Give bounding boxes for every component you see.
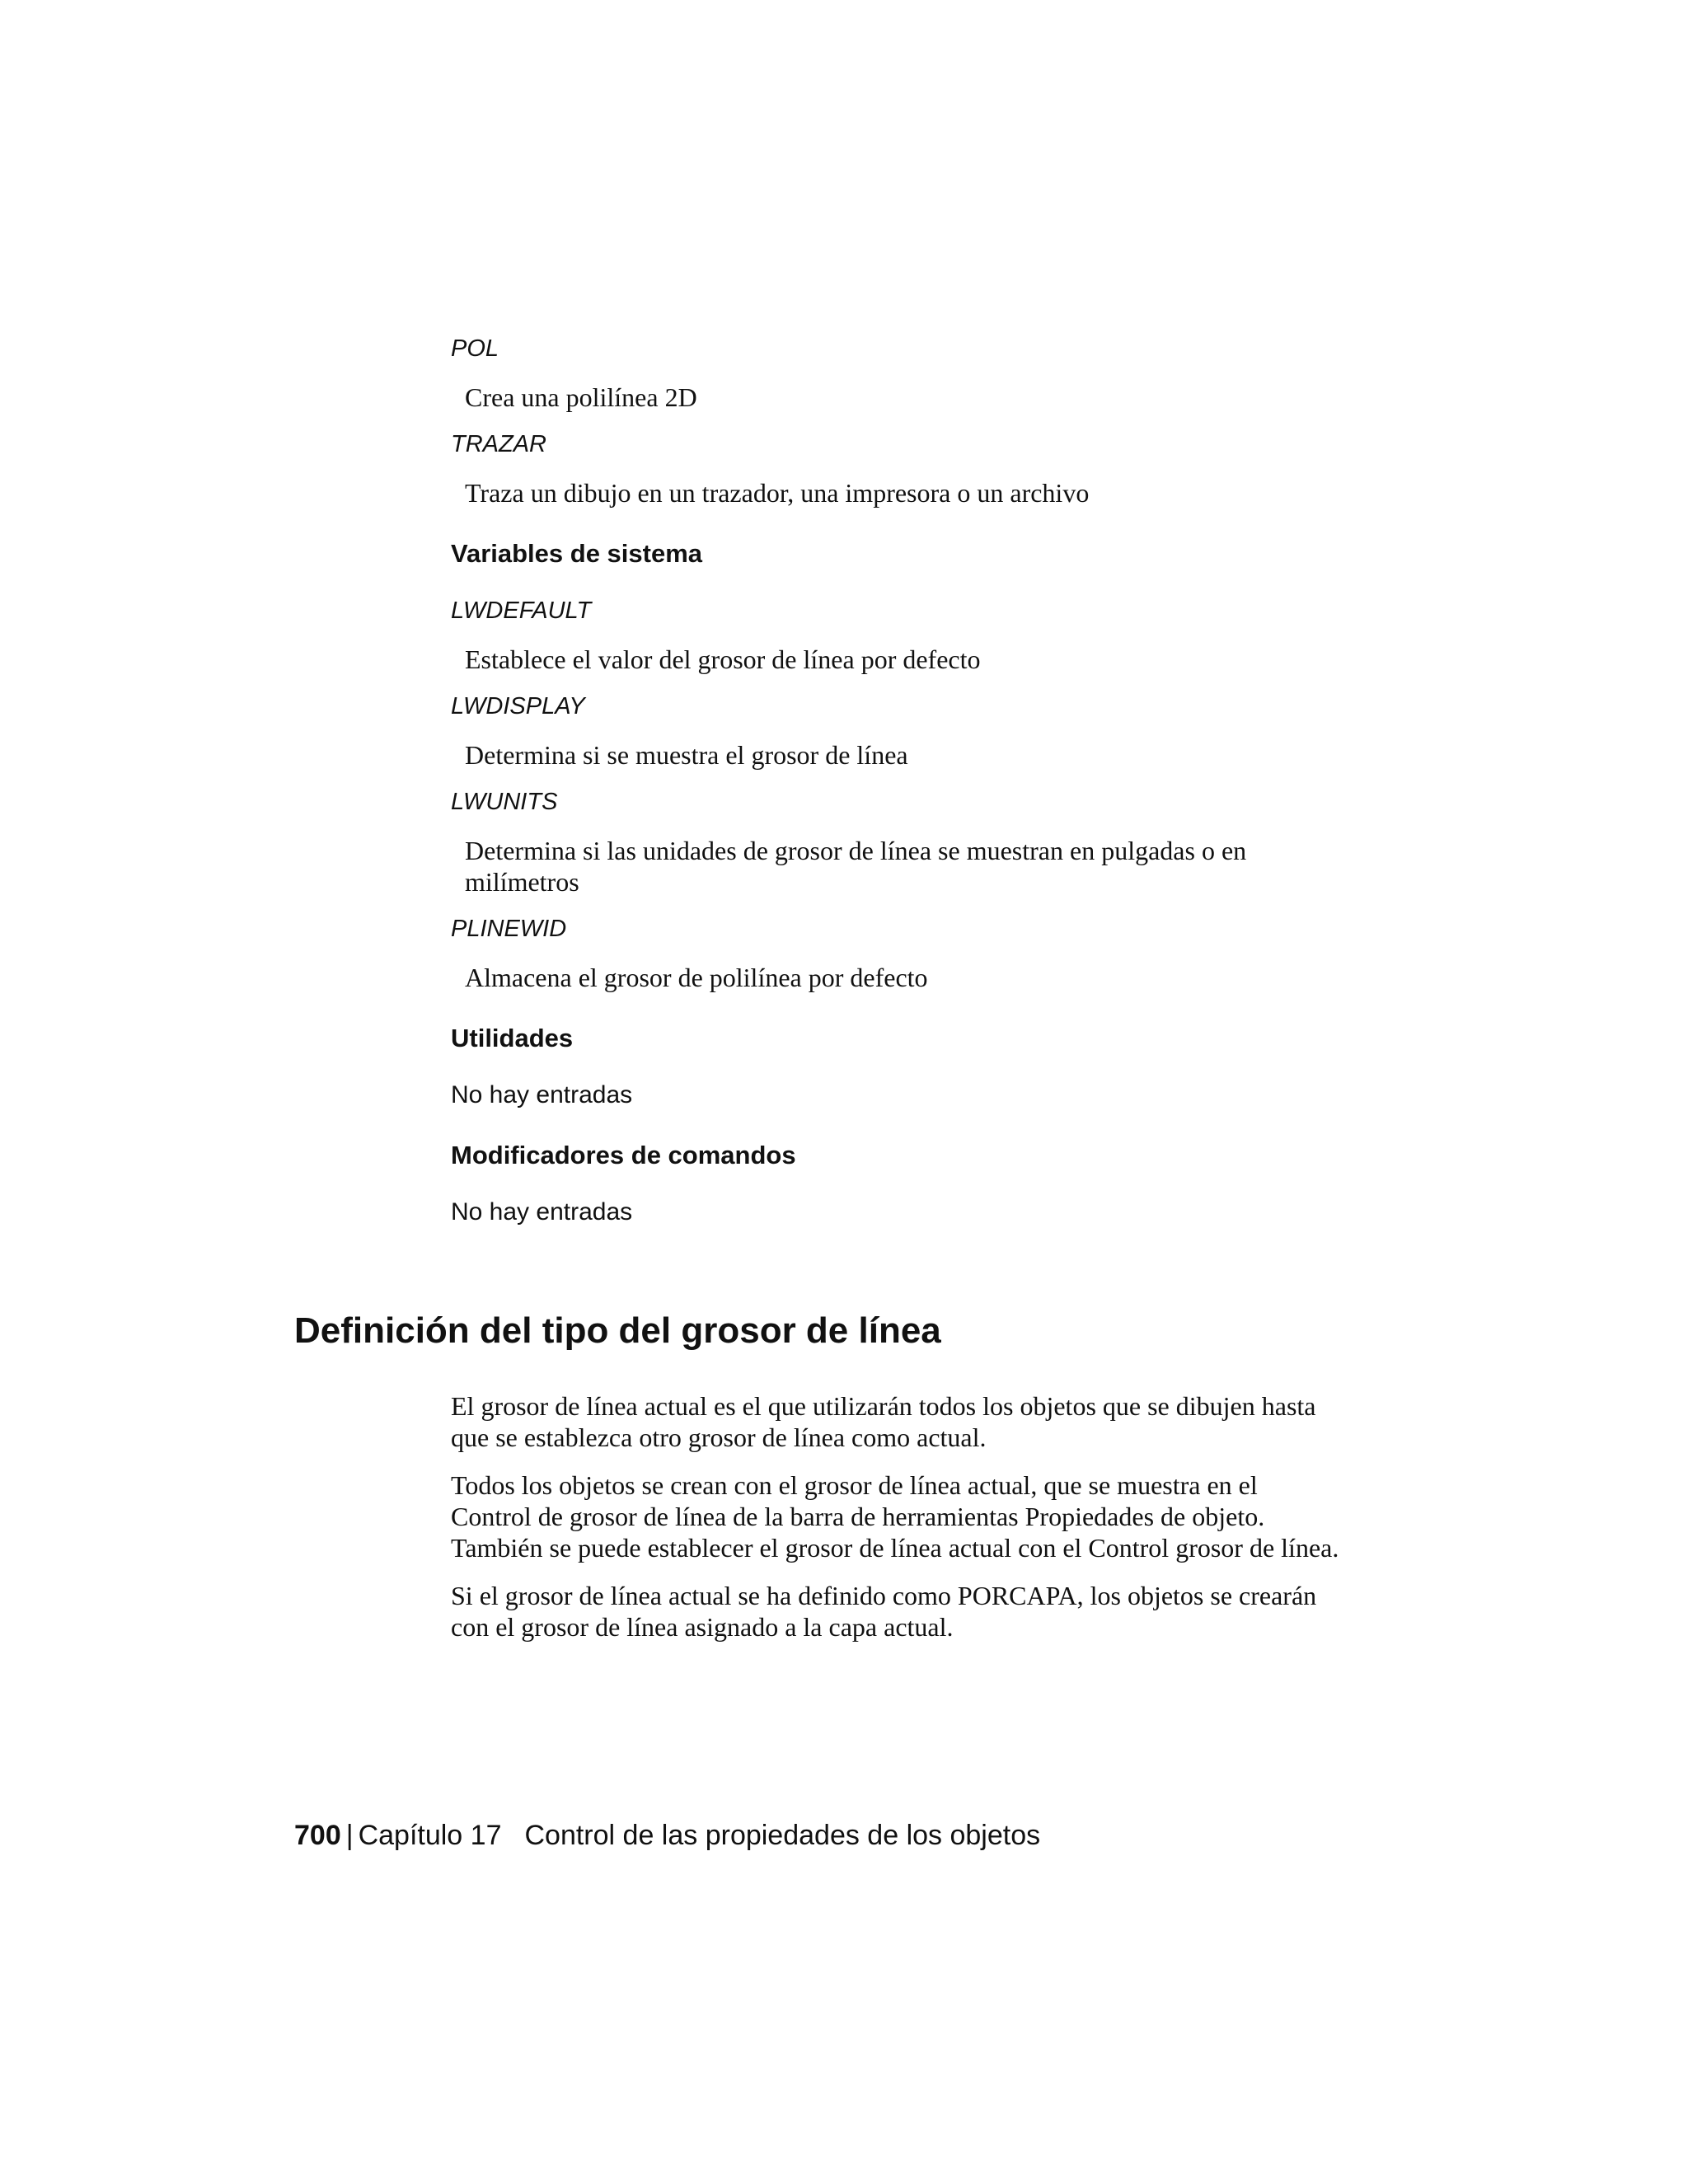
term-trazar: TRAZAR: [451, 431, 546, 457]
page-footer: [294, 1818, 1040, 1853]
desc-lwdefault: Establece el valor del grosor de línea por defecto: [465, 644, 981, 674]
command-modifiers-text: No hay entradas: [451, 1198, 633, 1226]
heading-utilities: Utilidades: [451, 1024, 574, 1052]
heading-command-modifiers: Modificadores de comandos: [451, 1141, 796, 1169]
heading-system-variables: Variables de sistema: [451, 539, 703, 568]
paragraph-3: Si el grosor de línea actual se ha definido como PORCAPA, los objetos se crearán con el grosor de línea asignado a la capa actual.: [451, 1581, 1317, 1642]
paragraph-2: Todos los objetos se crean con el grosor de línea actual, que se muestra en el Control de grosor de línea de la barra de herramientas Propiedades de objeto. También se puede establecer el grosor de línea actual con el Control grosor de línea.: [451, 1470, 1339, 1563]
term-pol: POL: [451, 335, 499, 362]
page-number: 700: [294, 1820, 341, 1851]
utilities-text: No hay entradas: [451, 1081, 633, 1108]
term-lwunits: LWUNITS: [451, 789, 558, 815]
term-lwdefault: LWDEFAULT: [451, 598, 592, 624]
footer-separator: |: [345, 1820, 354, 1851]
reference-list: [451, 334, 1341, 1244]
term-plinewid: PLINEWID: [451, 916, 567, 942]
desc-pol: Crea una polilínea 2D: [465, 382, 697, 412]
footer-chapter: Capítulo 17: [358, 1820, 502, 1851]
term-lwdisplay: LWDISPLAY: [451, 693, 585, 719]
paragraph-1: El grosor de línea actual es el que utilizarán todos los objetos que se dibujen hasta que se establezca otro grosor de línea como actual.: [451, 1391, 1316, 1452]
desc-lwunits: Determina si las unidades de grosor de línea se muestran en pulgadas o en milímetros: [465, 836, 1247, 897]
desc-plinewid: Almacena el grosor de polilínea por defecto: [465, 963, 928, 992]
desc-trazar: Traza un dibujo en un trazador, una impresora o un archivo: [465, 478, 1090, 508]
section-title: Definición del tipo del grosor de línea: [294, 1310, 941, 1351]
section-body: [451, 1390, 1341, 1659]
footer-chapter-title: Control de las propiedades de los objetos: [524, 1820, 1041, 1851]
desc-lwdisplay: Determina si se muestra el grosor de línea: [465, 740, 908, 770]
